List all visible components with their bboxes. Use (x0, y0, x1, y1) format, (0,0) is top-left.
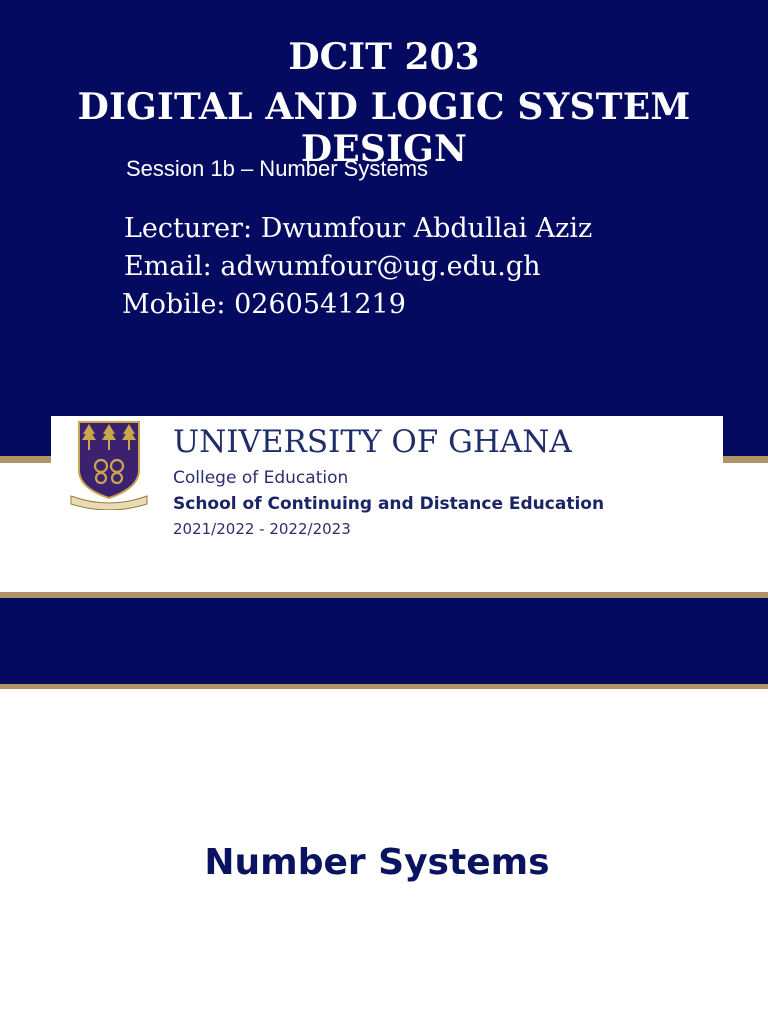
course-code: DCIT 203 (288, 36, 480, 78)
session-subtitle: Session 1b – Number Systems (126, 156, 429, 181)
college-name: College of Education (173, 468, 349, 488)
lecturer-email: Email: adwumfour@ug.edu.gh (124, 251, 541, 282)
navy-band (0, 598, 768, 684)
course-title: DIGITAL AND LOGIC SYSTEM DESIGN (77, 86, 691, 170)
lecturer-info (124, 210, 592, 324)
academic-years: 2021/2022 - 2022/2023 (173, 520, 351, 538)
school-name: School of Continuing and Distance Education (173, 494, 605, 514)
university-name: UNIVERSITY OF GHANA (173, 424, 572, 460)
lecturer-mobile: Mobile: 0260541219 (122, 289, 406, 320)
gold-divider-bottom (0, 684, 768, 689)
university-logo-card (51, 416, 723, 592)
lecturer-name: Lecturer: Dwumfour Abdullai Aziz (124, 213, 593, 244)
topic-title: Number Systems (204, 842, 550, 883)
university-crest-icon (69, 418, 149, 510)
